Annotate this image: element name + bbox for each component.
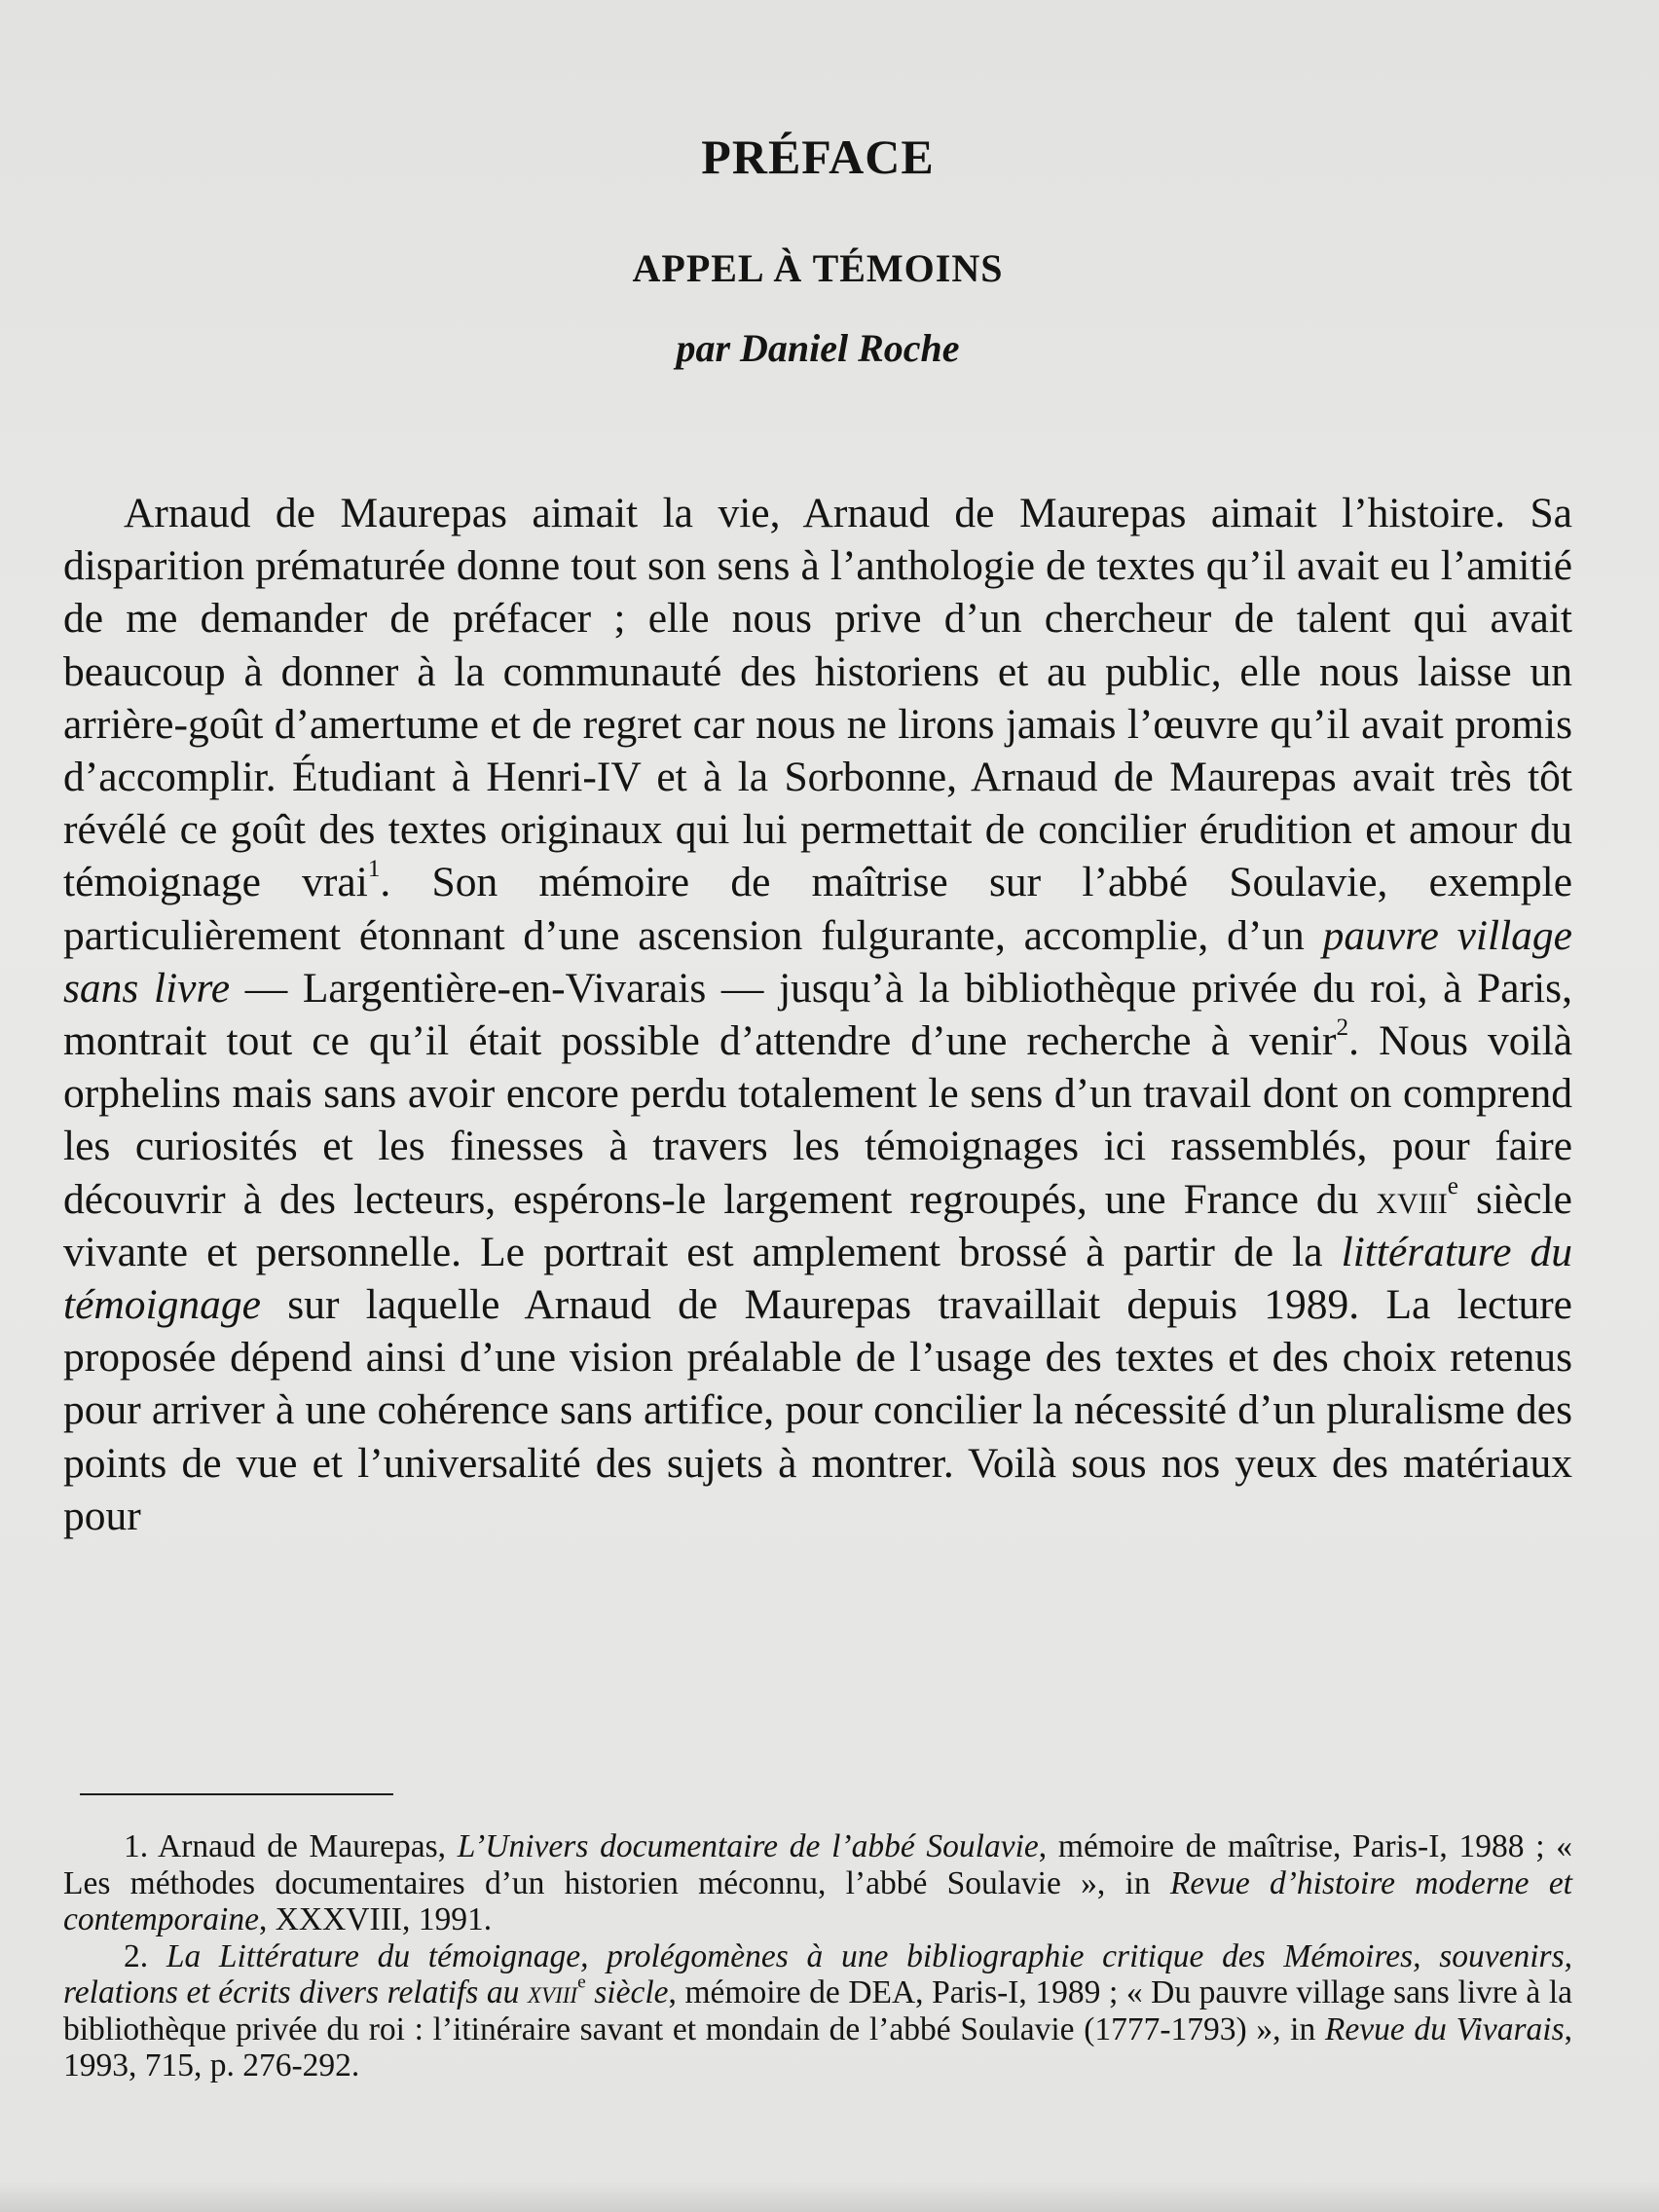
book-page: [58, 0, 1577, 2212]
body-italic-run: pauvre village sans livre: [63, 911, 1572, 1012]
century-suffix: e: [1447, 1172, 1458, 1199]
body-text-run: — Largentière-en-Vivarais — jusqu’à la bibliothèque privée du roi, à Paris, montrait tout ce qu’il était possible d’attendre d’une recherche à venir: [63, 964, 1572, 1065]
footnote-text: , mémoire de DEA, Paris-I, 1989 ; « Du pauvre village sans livre à la bibliothèque privée du roi : l’itinéraire savant et mondain de l’abbé Soulavie (1777-1793) », in: [63, 1974, 1572, 2047]
footnote-italic: L’Univers documentaire de l’abbé Soulavie: [457, 1828, 1039, 1864]
page-title: PRÉFACE: [701, 129, 935, 184]
footnote-text: , XXXVIII, 1991.: [258, 1901, 493, 1937]
footnote-italic: siècle: [585, 1974, 669, 2010]
body-text: [63, 487, 1572, 1542]
footnote-italic: La Littérature du témoignage, prolégomènes à une bibliographie critique des Mémoires, souvenirs, relations et écrits divers relatifs au: [63, 1937, 1573, 2010]
century-numeral: xviii: [527, 1974, 578, 2010]
century-suffix: e: [577, 1972, 586, 1993]
body-text-run: Arnaud de Maurepas aimait la vie, Arnaud de Maurepas aimait l’histoire. Sa disparition prématurée donne tout son sens à l’anthologie de textes qu’il avait eu l’amitié de me demander de préfacer ; elle nous prive d’un chercheur de talent qui avait beaucoup à donner à la communauté des historiens et au public, elle nous laisse un arrière-goût d’amertume et de regret car nous ne lirons jamais l’œuvre qu’il avait promis d’accomplir. Étudiant à Henri-IV et à la Sorbonne, Arnaud de Maurepas avait très tôt révélé ce goût des textes originaux qui lui permettait de concilier érudition et amour du témoignage vrai: [63, 490, 1572, 906]
footnotes: [63, 1828, 1572, 2084]
page-bottom-shadow: [0, 2181, 1659, 2212]
body-text-run: sur laquelle Arnaud de Maurepas travaillait depuis 1989. La lecture proposée dépend ainsi d’une vision préalable de l’usage des textes et des choix retenus pour arriver à une cohérence sans artifice, pour concilier la nécessité d’un pluralisme des points de vue et l’universalité des sujets à montrer. Voilà sous nos yeux des matériaux pour: [63, 1281, 1572, 1539]
footnote-text: , 1993, 715, p. 276-292.: [63, 2010, 1572, 2083]
footnote-text: 2.: [124, 1937, 166, 1974]
body-paragraph: [63, 487, 1572, 1542]
footnote-2: [63, 1938, 1572, 2084]
page-subtitle: APPEL À TÉMOINS: [632, 246, 1004, 290]
footnote-text: 1. Arnaud de Maurepas,: [124, 1828, 458, 1864]
footnote-ref-1: 1: [367, 856, 381, 883]
footnote-italic: Revue d’histoire moderne et contemporaine: [63, 1864, 1572, 1937]
footnote-italic: Revue du Vivarais: [1324, 2010, 1565, 2047]
footnote-text: , mémoire de maîtrise, Paris-I, 1988 ; « Les méthodes documentaires d’un historien méconnu, l’abbé Soulavie », in: [63, 1828, 1572, 1901]
body-text-run: siècle vivante et personnelle. Le portrait est amplement brossé à partir de la: [63, 1175, 1572, 1275]
footnote-divider: [80, 1793, 393, 1795]
footnote-1: [63, 1828, 1572, 1938]
century-numeral: xviii: [1376, 1175, 1448, 1223]
body-italic-run: littérature du témoignage: [63, 1228, 1572, 1329]
body-text-run: . Nous voilà orphelins mais sans avoir encore perdu totalement le sens d’un travail dont on comprend les curiosités et les finesses à travers les témoignages ici rassemblés, pour faire découvrir à des lecteurs, espérons-le largement regroupés, une France du: [63, 1017, 1572, 1223]
footnote-ref-2: 2: [1336, 1014, 1349, 1041]
body-text-run: . Son mémoire de maîtrise sur l’abbé Soulavie, exemple particulièrement étonnant d’une ascension fulgurante, accomplie, d’un: [63, 859, 1573, 959]
author-byline: par Daniel Roche: [676, 326, 960, 370]
